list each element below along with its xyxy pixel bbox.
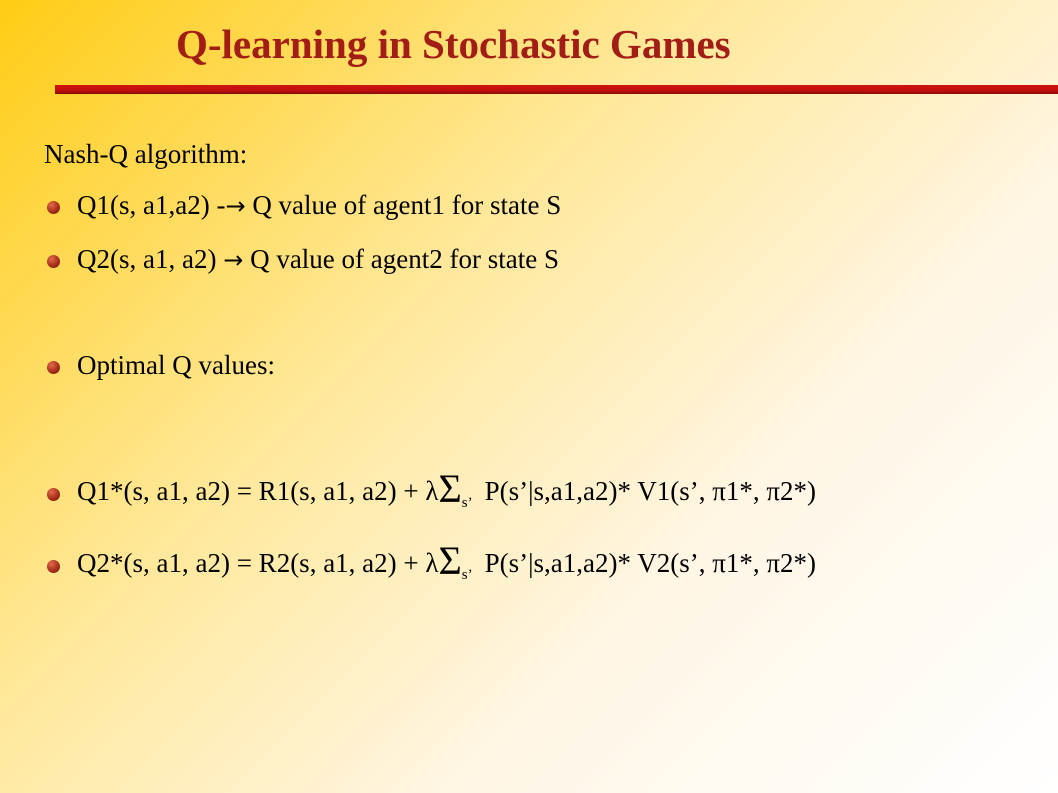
bullet-icon [47, 255, 60, 268]
q1-text-start: Q1(s, a1,a2) - [77, 190, 226, 220]
slide-title: Q-learning in Stochastic Games [176, 21, 731, 67]
bullet-q2 [77, 244, 559, 275]
bullet-optimal: Optimal Q values: [77, 350, 275, 380]
sigma-subscript: s’ [461, 495, 473, 511]
sigma-symbol: Σ [438, 538, 462, 583]
bullet-q1 [77, 190, 561, 221]
equation-q2-star [77, 538, 816, 584]
eq2-right-side: P(s’|s,a1,a2)* V2(s’, π1*, π2*) [484, 548, 816, 578]
eq2-left-side: Q2*(s, a1, a2) = R2(s, a1, a2) + λ [77, 548, 439, 578]
bullet-icon [47, 201, 60, 214]
q2-text-start: Q2(s, a1, a2) [77, 244, 224, 274]
eq1-left-side: Q1*(s, a1, a2) = R1(s, a1, a2) + λ [77, 476, 439, 506]
bullet-icon [47, 560, 60, 573]
eq1-right-side: P(s’|s,a1,a2)* V1(s’, π1*, π2*) [484, 476, 816, 506]
bullet-icon [47, 488, 60, 501]
title-underline-bar [55, 85, 1058, 94]
sigma-subscript: s’ [461, 567, 473, 583]
bullet-icon [47, 361, 60, 374]
right-arrow-icon: → [223, 246, 244, 274]
q2-text-end: Q value of agent2 for state S [243, 244, 559, 274]
equation-q1-star [77, 466, 816, 512]
q1-text-end: Q value of agent1 for state S [245, 190, 562, 220]
right-arrow-icon: → [225, 192, 246, 220]
intro-text: Nash-Q algorithm: [44, 139, 248, 169]
sigma-symbol: Σ [438, 466, 462, 511]
